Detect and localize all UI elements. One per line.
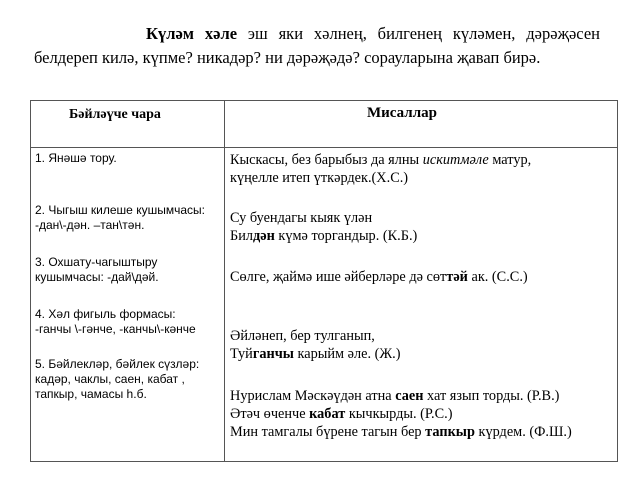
connector-item-3-line: кушымчасы: -дай\дәй.: [35, 270, 159, 284]
example-postposition: саен: [395, 388, 424, 404]
example-text: Кыскасы, без барыбыз да ялны: [230, 152, 423, 168]
connector-item-5-line: тапкыр, чамасы һ.б.: [35, 387, 147, 401]
example-text: Әтәч өченче: [230, 406, 310, 422]
example-text: күрдем. (Ф.Ш.): [474, 424, 572, 440]
example-text: карыйм әле. (Ж.): [293, 346, 401, 362]
example-text: Бил: [230, 228, 253, 244]
example-postposition: тапкыр: [425, 424, 475, 440]
example-3-line-1: [230, 268, 528, 286]
example-2: [230, 209, 417, 245]
header-connector: Бәйләүче чара: [69, 107, 161, 122]
connector-item-4: [35, 307, 196, 337]
connector-item-3: [35, 255, 159, 285]
example-postposition: кабат: [309, 406, 346, 422]
header-divider: [31, 147, 617, 148]
column-divider: [224, 101, 225, 461]
example-4-line-1: Әйләнеп, бер тулганып,: [230, 328, 375, 344]
example-text: күмә торгандыр. (К.Б.): [274, 228, 418, 244]
example-suffix: дән: [253, 228, 275, 244]
intro-term: Күләм хәле: [146, 24, 238, 43]
example-2-line-2: [230, 227, 417, 245]
example-text: матур,: [488, 152, 532, 168]
connector-item-5-line: 5. Бәйлекләр, бәйлек сүзләр:: [35, 357, 200, 371]
example-text: Нурислам Мәскәүдән атна: [230, 388, 396, 404]
connector-item-3-line: 3. Охшату-чагыштыру: [35, 255, 158, 269]
example-text: Сөлге, җаймә ише әйберләре дә сөт: [230, 269, 447, 285]
intro-definition: эш яки хәлнең, билгенең күләмен, дәрәҗәсен белдереп килә, күпме? никадәр? ни дәрәҗәдә? сорауларына җавап бирә.: [34, 24, 600, 67]
example-text: Мин тамгалы бүрене тагын бер: [230, 424, 426, 440]
connector-item-4-line: 4. Хәл фигыль формасы:: [35, 307, 176, 321]
example-1: [230, 151, 531, 187]
connector-item-4-line: -ганчы \-гәнче, -канчы\-кәнче: [35, 322, 196, 336]
connector-item-2-line: -дан\-дән. –тан\тән.: [35, 218, 145, 232]
example-5-line-1: [230, 387, 572, 405]
connector-item-5-line: кадәр, чаклы, саен, кабат ,: [35, 372, 185, 386]
example-4: [230, 327, 401, 363]
example-emphasis: искитмәле: [422, 152, 489, 168]
connector-item-1: 1. Янәшә тору.: [35, 151, 117, 165]
example-3: [230, 268, 528, 286]
example-5-line-3: [230, 423, 572, 441]
intro-paragraph: [34, 22, 600, 70]
example-5-line-2: [230, 405, 572, 423]
example-4-line-2: [230, 345, 401, 363]
header-examples: Мисаллар: [367, 105, 437, 121]
example-suffix: ганчы: [252, 346, 294, 362]
example-text: Туй: [230, 346, 253, 362]
example-text: ак. (С.С.): [467, 269, 528, 285]
example-text: хат язып торды. (Р.В.): [423, 388, 560, 404]
connector-item-5: [35, 357, 199, 402]
example-2-line-1: Су буендагы кыяк үлән: [230, 210, 373, 226]
example-suffix: тәй: [446, 269, 468, 285]
connector-item-2-line: 2. Чыгыш килеше кушымчасы:: [35, 203, 205, 217]
connector-item-2: [35, 203, 205, 233]
example-5: [230, 387, 572, 441]
example-1-line-2: күңелле итеп үткәрдек.(Х.С.): [230, 170, 409, 186]
example-text: кычкырды. (Р.С.): [345, 406, 453, 422]
examples-table: [30, 100, 618, 462]
example-1-line-1: [230, 151, 531, 169]
